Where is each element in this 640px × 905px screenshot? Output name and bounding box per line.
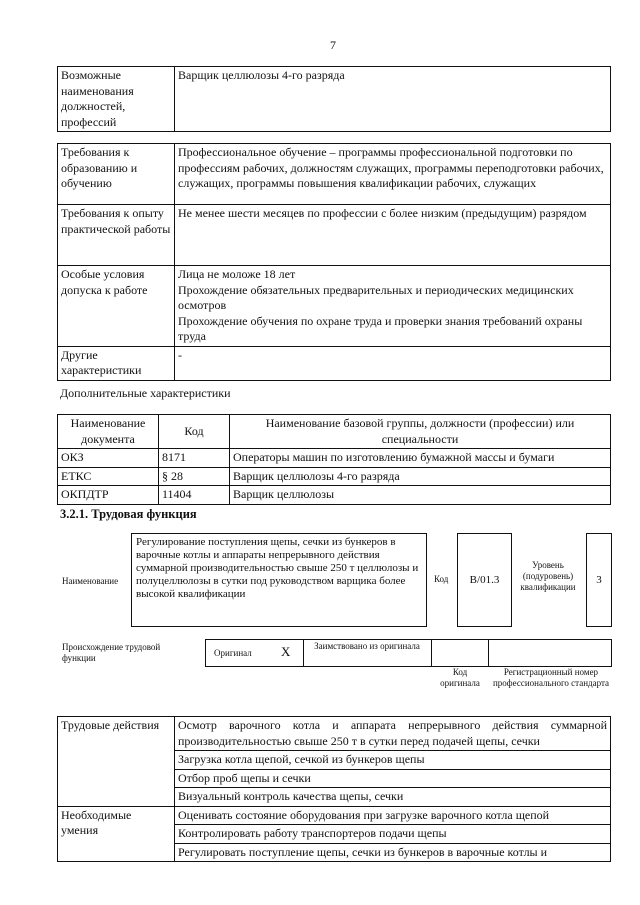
header-code: Код [159, 415, 230, 449]
original-label: Оригинал [214, 648, 252, 658]
table-row [58, 486, 611, 505]
name-label: Наименование [62, 576, 119, 586]
requirement-value [175, 346, 611, 380]
cell-code: 11404 [159, 486, 230, 505]
code-original-caption: Код оригинала [440, 667, 480, 688]
requirement-line: Прохождение обучения по охране труда и проверки знания требований охраны труда [178, 313, 583, 343]
additional-title: Дополнительные характеристики [60, 386, 231, 400]
job-names-table [57, 66, 611, 132]
code-label: Код [434, 574, 449, 584]
original-mark: X [281, 644, 291, 659]
cell-code: § 28 [159, 467, 230, 486]
table-row [58, 144, 611, 205]
level-box [586, 533, 612, 627]
skills-label: Необходимые умения [58, 806, 175, 862]
requirement-value [175, 144, 611, 205]
level-label: Уровень (подуровень) квалификации [520, 560, 576, 592]
header-group-name: Наименование базовой группы, должности (профессии) или специальности [230, 415, 611, 449]
section-heading: 3.2.1. Трудовая функция [60, 507, 197, 521]
table-row [58, 346, 611, 380]
additional-table [57, 414, 611, 505]
table-row [58, 806, 611, 825]
table-row [58, 205, 611, 266]
cell-group-name: Варщик целлюлозы [230, 486, 611, 505]
requirement-label: Требования к образованию и обучению [58, 144, 175, 205]
cell-document: ОКПДТР [58, 486, 159, 505]
page-number: 7 [330, 38, 336, 52]
table-row [58, 449, 611, 468]
table-row [58, 266, 611, 347]
cell-document: ОКЗ [58, 449, 159, 468]
job-names-value: Варщик целлюлозы 4-го разряда [175, 67, 611, 132]
borrowed-label: Заимствовано из оригинала [314, 641, 420, 651]
skill-item: Оценивать состояние оборудования при загрузке варочного котла щепой [175, 806, 611, 825]
cell-code: 8171 [159, 449, 230, 468]
requirement-line: Прохождение обязательных предварительных и периодических медицинских осмотров [178, 282, 574, 312]
requirement-line: Лица не моложе 18 лет [178, 267, 296, 281]
cell-group-name: Операторы машин по изготовлению бумажной массы и бумаги [230, 449, 611, 468]
requirement-line: - [178, 347, 182, 362]
actions-label: Трудовые действия [58, 717, 175, 807]
table-header-row [58, 415, 611, 449]
actions-table [57, 716, 611, 862]
requirement-label: Другие характеристики [58, 346, 175, 380]
origin-label: Происхождение трудовой функции [62, 642, 161, 663]
reg-number-caption: Регистрационный номер профессионального стандарта [492, 667, 610, 688]
skill-item: Регулировать поступление щепы, сечки из бункеров в варочные котлы и [175, 843, 611, 862]
action-item: Отбор проб щепы и сечки [175, 769, 611, 788]
function-name-box: Регулирование поступления щепы, сечки из бункеров в варочные котлы и аппараты непрерывного действия суммарной производительностью свыше 250 т целлюлозы и полуцеллюлозы в сутки под руководством варщика более высокой квалификации [131, 533, 427, 627]
origin-divider [303, 639, 304, 667]
table-row [58, 67, 611, 132]
job-names-label: Возможные наименования должностей, профессий [58, 67, 175, 132]
requirement-line: Профессиональное обучение – программы профессиональной подготовки по профессиям рабочих, должностям служащих, программы переподготовки рабочих, служащих, программы повышения квалификации рабочих, служащих [178, 145, 604, 190]
table-row [58, 467, 611, 486]
action-item: Визуальный контроль качества щепы, сечки [175, 788, 611, 807]
cell-document: ЕТКС [58, 467, 159, 486]
requirements-table [57, 143, 611, 381]
skill-item: Контролировать работу транспортеров подачи щепы [175, 825, 611, 844]
requirement-line: Не менее шести месяцев по профессии с более низким (предыдущим) разрядом [178, 206, 587, 220]
requirement-value [175, 266, 611, 347]
table-row [58, 717, 611, 751]
origin-divider [431, 639, 432, 667]
action-item: Осмотр варочного котла и аппарата непрерывного действия суммарной производительностью свыше 250 т в сутки перед подачей щепы, сечки [175, 717, 611, 751]
function-code-box [457, 533, 512, 627]
requirement-value [175, 205, 611, 266]
cell-group-name: Варщик целлюлозы 4-го разряда [230, 467, 611, 486]
requirement-label: Особые условия допуска к работе [58, 266, 175, 347]
action-item: Загрузка котла щепой, сечкой из бункеров щепы [175, 751, 611, 770]
header-document: Наименование документа [58, 415, 159, 449]
origin-divider [488, 639, 489, 667]
level-value: 3 [596, 574, 602, 586]
requirement-label: Требования к опыту практической работы [58, 205, 175, 266]
function-code-value: В/01.3 [469, 574, 500, 586]
